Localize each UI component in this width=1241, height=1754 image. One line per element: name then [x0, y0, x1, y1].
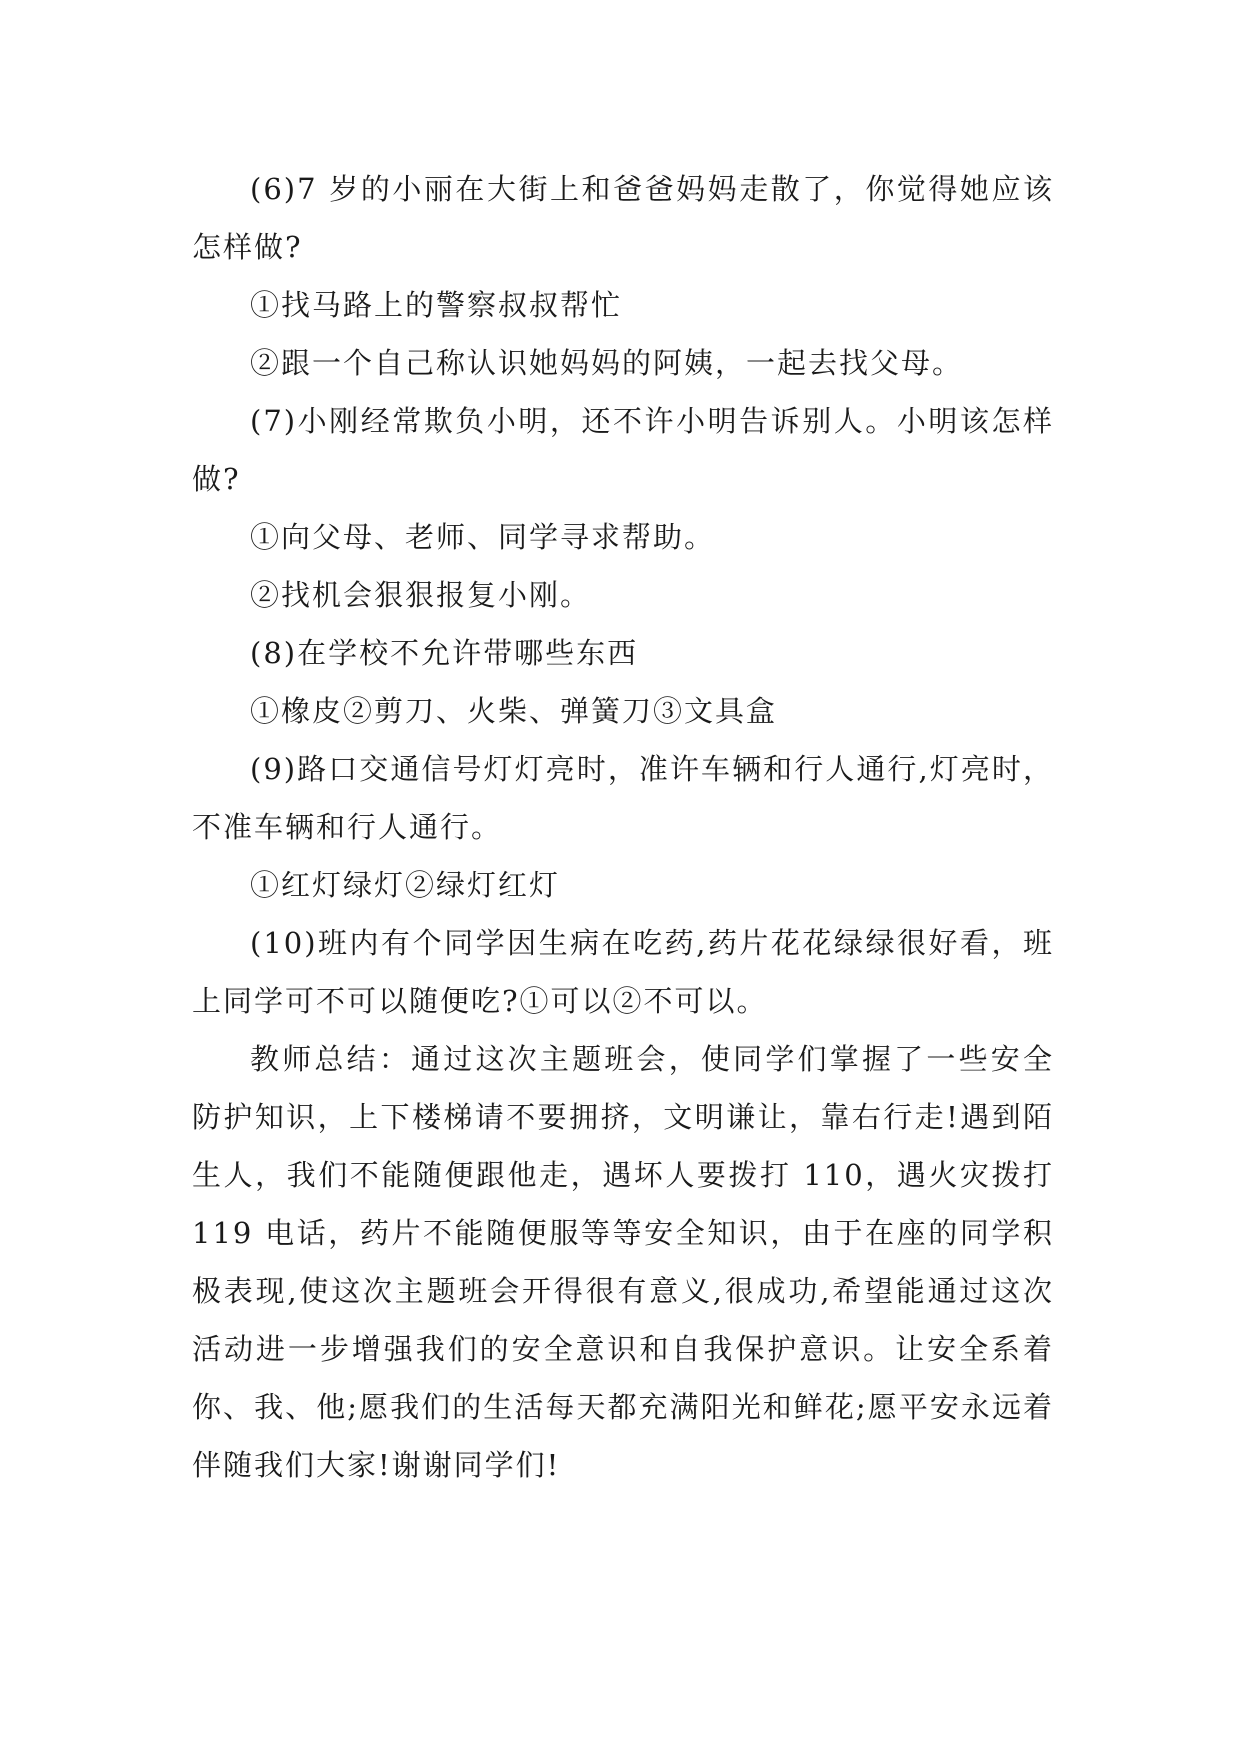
question-9-paragraph: (9)路口交通信号灯灯亮时，准许车辆和行人通行,灯亮时，不准车辆和行人通行。	[192, 752, 1054, 844]
question-6-option-1: ①找马路上的警察叔叔帮忙	[250, 288, 623, 322]
question-10-paragraph: (10)班内有个同学因生病在吃药,药片花花绿绿很好看，班上同学可不可以随便吃?①可以②不可以。	[192, 926, 1054, 1018]
question-9-options: ①红灯绿灯②绿灯红灯	[250, 868, 561, 902]
question-7-option-2: ②找机会狠狠报复小刚。	[250, 578, 592, 612]
question-6-paragraph: (6)7 岁的小丽在大街上和爸爸妈妈走散了，你觉得她应该怎样做?	[192, 172, 1054, 264]
question-7-option-1: ①向父母、老师、同学寻求帮助。	[250, 520, 716, 554]
question-7-paragraph: (7)小刚经常欺负小明，还不许小明告诉别人。小明该怎样做?	[192, 404, 1054, 496]
question-8-options: ①橡皮②剪刀、火柴、弹簧刀③文具盒	[250, 694, 778, 728]
document-body	[192, 160, 1054, 1494]
teacher-summary-paragraph: 教师总结：通过这次主题班会，使同学们掌握了一些安全防护知识，上下楼梯请不要拥挤，文明谦让，靠右行走!遇到陌生人，我们不能随便跟他走，遇坏人要拨打 110，遇火灾拨打 119 电话，药片不能随便服等等安全知识，由于在座的同学积极表现,使这次主题班会开得很有意义,很成功,希望能通过这次活动进一步增强我们的安全意识和自我保护意识。让安全系着你、我、他;愿我们的生活每天都充满阳光和鲜花;愿平安永远着伴随我们大家!谢谢同学们!	[192, 1042, 1054, 1482]
question-6-option-2: ②跟一个自己称认识她妈妈的阿姨，一起去找父母。	[250, 346, 964, 380]
question-8-paragraph: (8)在学校不允许带哪些东西	[250, 636, 639, 670]
